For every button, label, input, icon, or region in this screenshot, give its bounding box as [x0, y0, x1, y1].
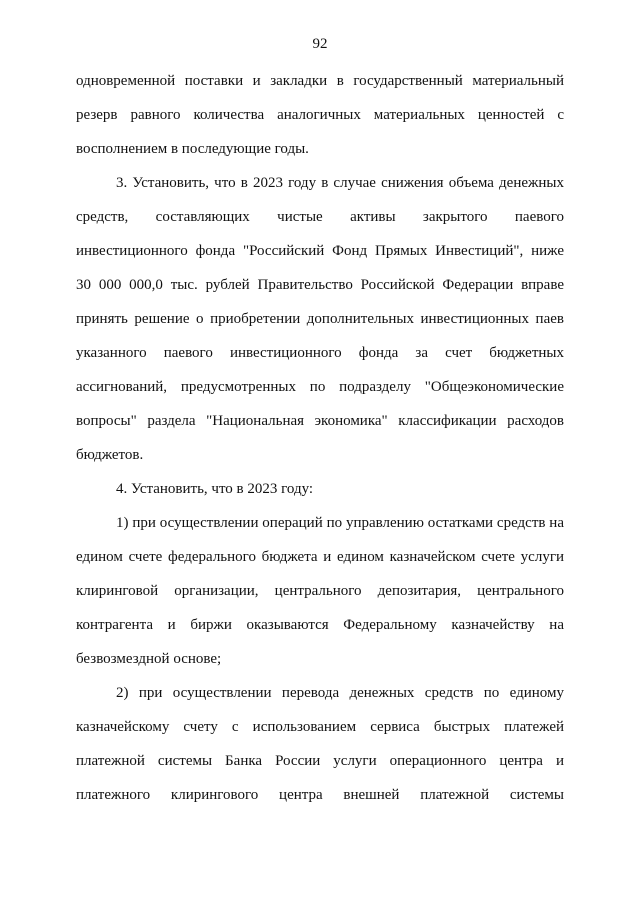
- document-body: [76, 71, 564, 819]
- text-line: вопросы" раздела "Национальная экономика" классификации расходов: [76, 413, 564, 429]
- text-line: бюджетов.: [76, 447, 144, 463]
- text-line: инвестиционного фонда "Российский Фонд Прямых Инвестиций", ниже: [76, 243, 564, 259]
- text-line: клиринговой организации, центрального депозитария, центрального: [76, 583, 564, 599]
- text-line: едином счете федерального бюджета и едином казначейском счете услуги: [76, 549, 564, 565]
- text-line: платежной системы Банка России услуги операционного центра и: [76, 753, 564, 769]
- item-2-first-line: 2) при осуществлении перевода денежных средств по единому: [116, 685, 564, 701]
- text-line: платежного клирингового центра внешней платежной системы: [76, 787, 564, 803]
- text-line: указанного паевого инвестиционного фонда за счет бюджетных: [76, 345, 564, 361]
- text-line: контрагента и биржи оказываются Федеральному казначейству на: [76, 617, 564, 633]
- text-line: средств, составляющих чистые активы закрытого паевого: [76, 209, 564, 225]
- item-1-first-line: 1) при осуществлении операций по управлению остатками средств на: [116, 515, 564, 531]
- page-number: 92: [312, 36, 328, 52]
- text-line: ассигнований, предусмотренных по подразделу "Общеэкономические: [76, 379, 564, 395]
- text-line: казначейскому счету с использованием сервиса быстрых платежей: [76, 719, 564, 735]
- paragraph-4-heading: 4. Установить, что в 2023 году:: [116, 481, 314, 497]
- text-line: восполнением в последующие годы.: [76, 141, 309, 157]
- text-line: принять решение о приобретении дополнительных инвестиционных паев: [76, 311, 564, 327]
- text-line: резерв равного количества аналогичных материальных ценностей с: [76, 107, 564, 123]
- paragraph-3-first-line: 3. Установить, что в 2023 году в случае снижения объема денежных: [116, 175, 564, 191]
- text-line: одновременной поставки и закладки в государственный материальный: [76, 73, 564, 89]
- text-line: 30 000 000,0 тыс. рублей Правительство Российской Федерации вправе: [76, 277, 564, 293]
- text-line: безвозмездной основе;: [76, 651, 222, 667]
